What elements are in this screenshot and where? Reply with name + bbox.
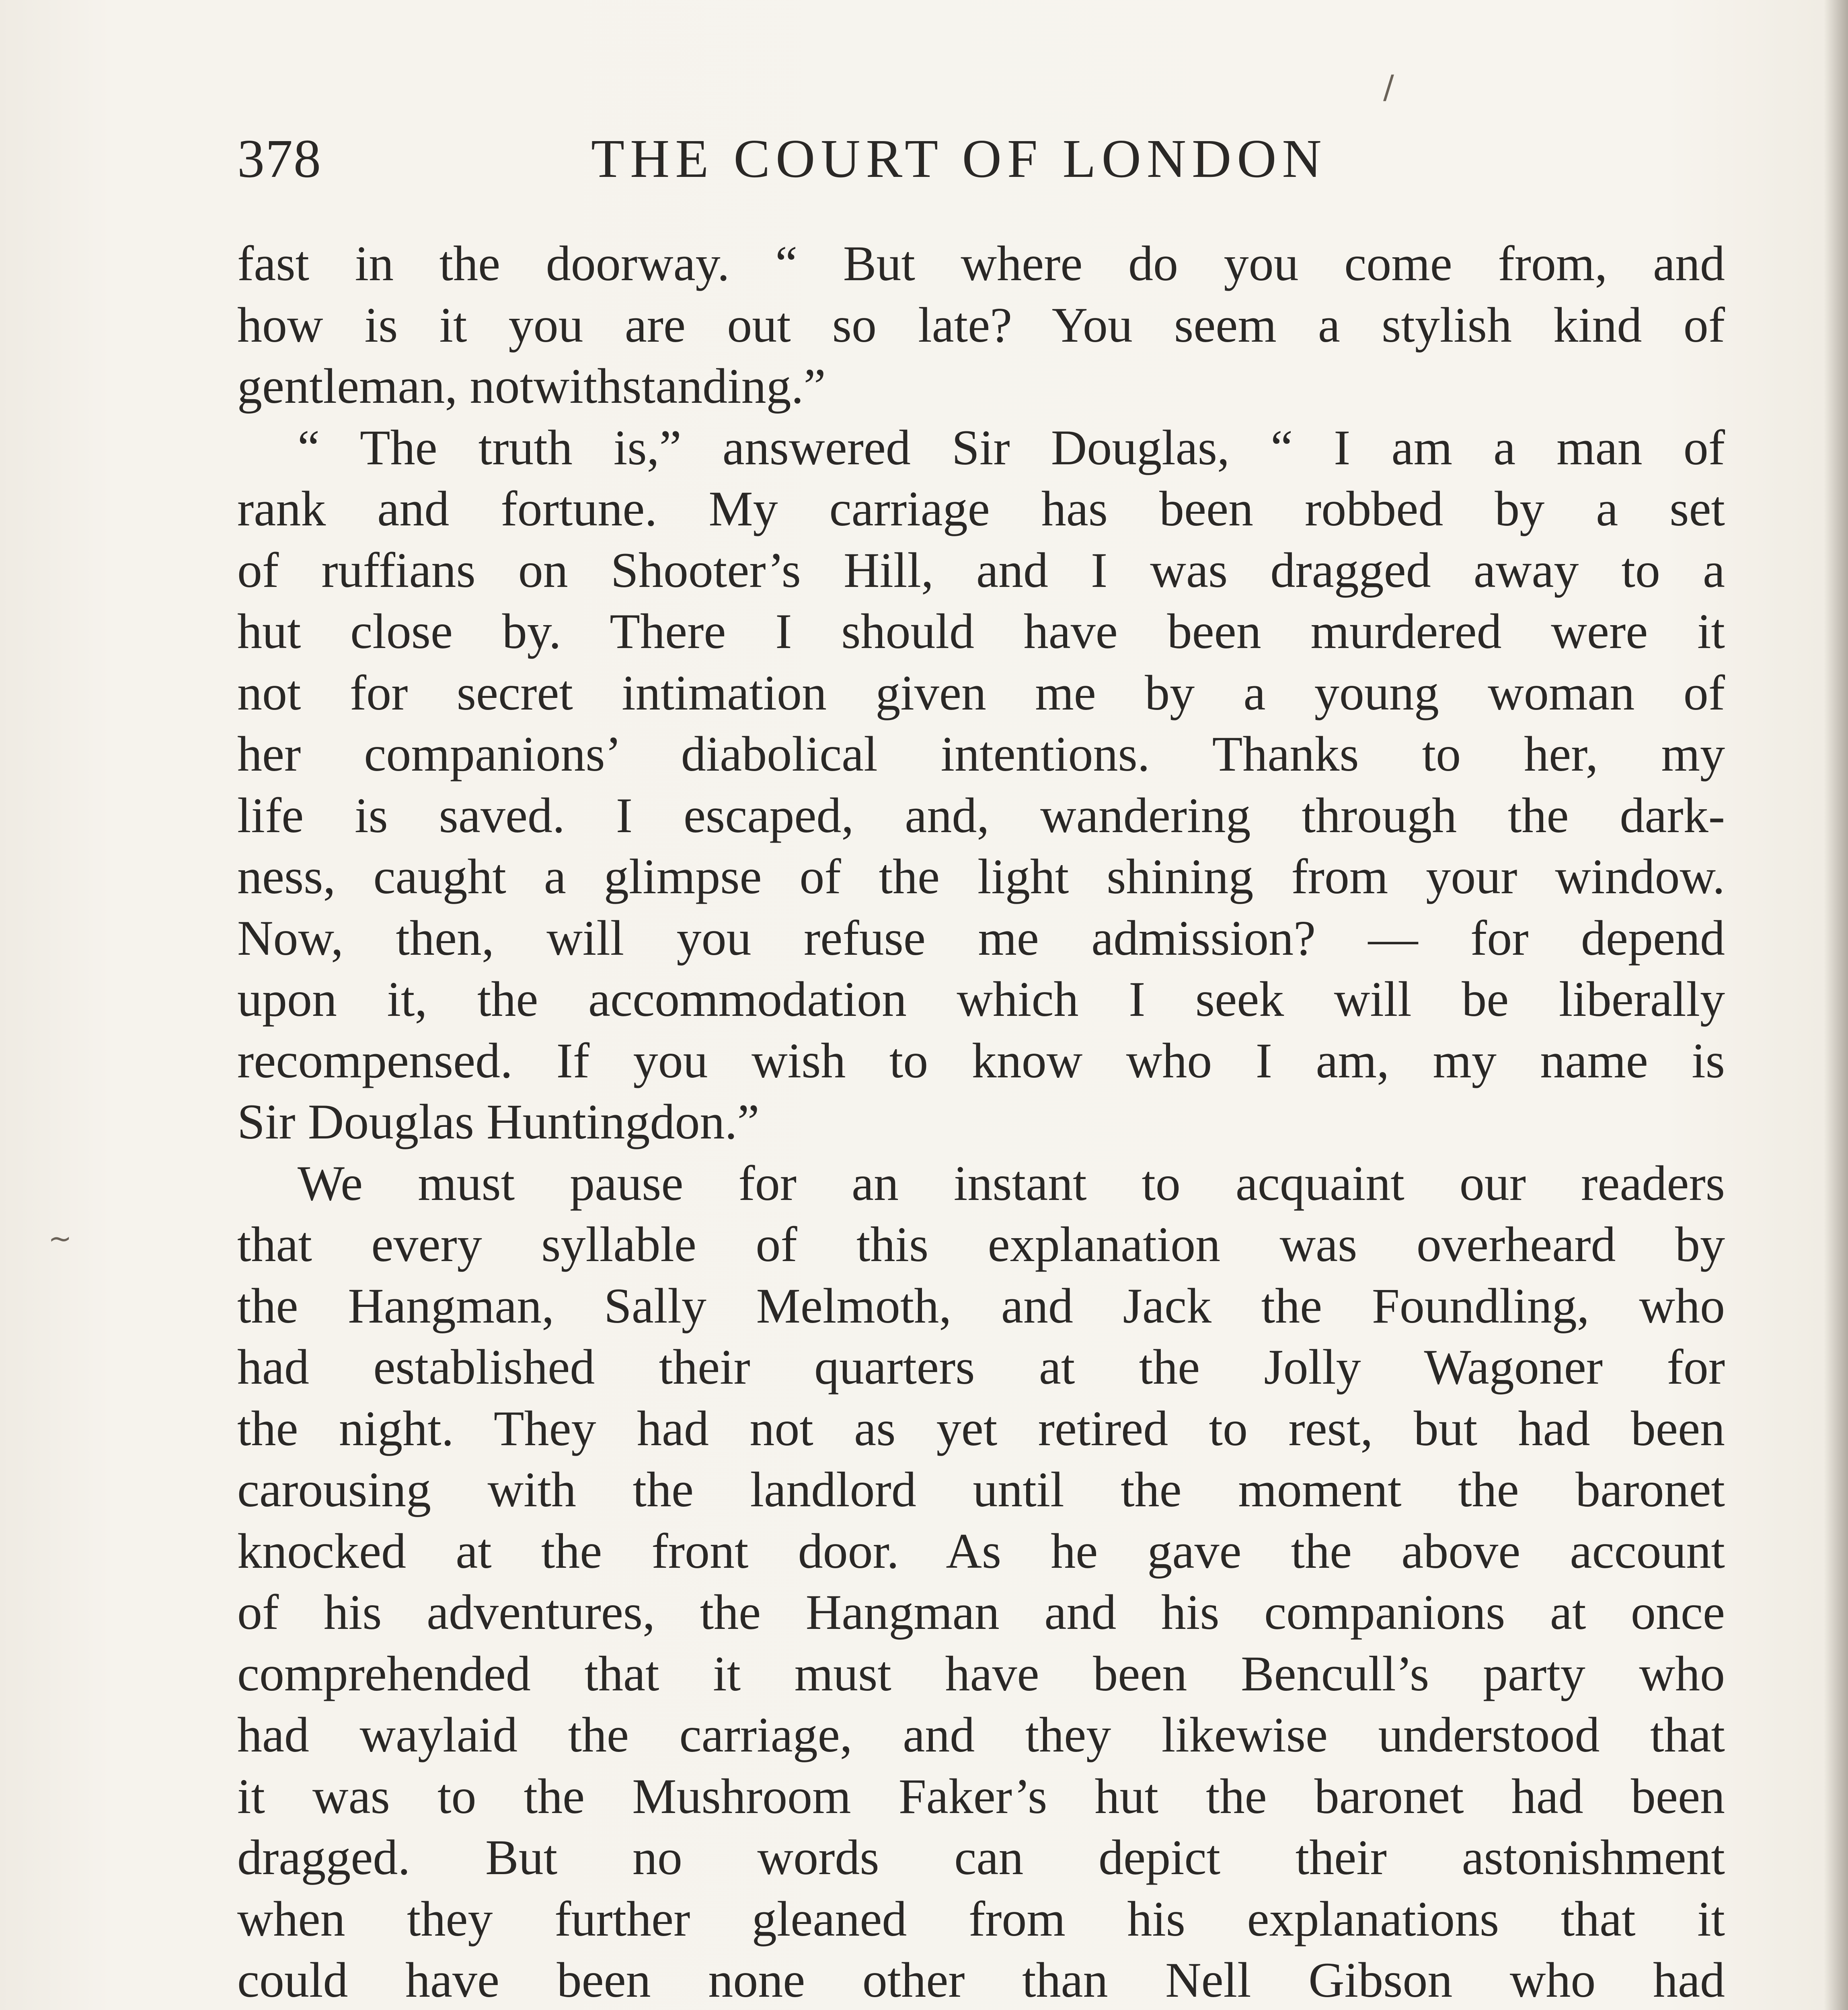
text-line: it was to the Mushroom Faker’s hut the baronet had been bbox=[237, 1768, 1725, 1824]
text-line: upon it, the accommodation which I seek will be liberally bbox=[237, 972, 1725, 1027]
text-line: of his adventures, the Hangman and his companions at once bbox=[237, 1585, 1725, 1640]
text-line: when they further gleaned from his explanations that it bbox=[237, 1891, 1725, 1946]
text-line: not for secret intimation given me by a young woman of bbox=[237, 665, 1725, 720]
text-line: comprehended that it must have been Bencull’s party who bbox=[237, 1646, 1725, 1701]
stray-mark-left: ~ bbox=[48, 1222, 72, 1255]
text-line: had waylaid the carriage, and they likewise understood that bbox=[237, 1707, 1725, 1762]
running-head bbox=[237, 119, 1725, 199]
text-line: dragged. But no words can depict their astonishment bbox=[237, 1830, 1725, 1885]
text-line: her companions’ diabolical intentions. Thanks to her, my bbox=[237, 726, 1725, 781]
text-line: gentleman, notwithstanding.” bbox=[237, 359, 826, 414]
text-line: knocked at the front door. As he gave the above account bbox=[237, 1523, 1725, 1579]
text-line: ness, caught a glimpse of the light shining from your window. bbox=[237, 849, 1725, 904]
text-line: the night. They had not as yet retired to rest, but had been bbox=[237, 1401, 1725, 1456]
stray-mark-top: / bbox=[1383, 68, 1394, 106]
text-line: of ruffians on Shooter’s Hill, and I was dragged away to a bbox=[237, 542, 1725, 598]
text-line: rank and fortune. My carriage has been robbed by a set bbox=[237, 481, 1725, 536]
text-line: life is saved. I escaped, and, wandering through the dark- bbox=[237, 788, 1725, 843]
text-line: had established their quarters at the Jolly Wagoner for bbox=[237, 1339, 1725, 1395]
text-line: how is it you are out so late? You seem a stylish kind of bbox=[237, 297, 1725, 353]
text-line: Sir Douglas Huntingdon.” bbox=[237, 1094, 760, 1149]
text-line: the Hangman, Sally Melmoth, and Jack the Foundling, who bbox=[237, 1278, 1725, 1333]
page-number: 378 bbox=[237, 129, 322, 189]
text-line: Now, then, will you refuse me admission? — for depend bbox=[237, 910, 1725, 966]
text-line: recompensed. If you wish to know who I am, my name is bbox=[237, 1033, 1725, 1088]
text-line: that every syllable of this explanation was overheard by bbox=[237, 1217, 1725, 1272]
text-line: “ The truth is,” answered Sir Douglas, “ I am a man of bbox=[298, 420, 1725, 475]
text-line: fast in the doorway. “ But where do you come from, and bbox=[237, 236, 1725, 291]
page-gutter-shadow bbox=[1824, 0, 1848, 2010]
text-line: carousing with the landlord until the moment the baronet bbox=[237, 1462, 1725, 1517]
running-title: THE COURT OF LONDON bbox=[591, 129, 1327, 189]
text-line: We must pause for an instant to acquaint our readers bbox=[298, 1155, 1725, 1211]
body-text bbox=[237, 233, 1725, 2010]
text-line: hut close by. There I should have been murdered were it bbox=[237, 604, 1725, 659]
text-line: could have been none other than Nell Gibson who had bbox=[237, 1953, 1725, 2008]
